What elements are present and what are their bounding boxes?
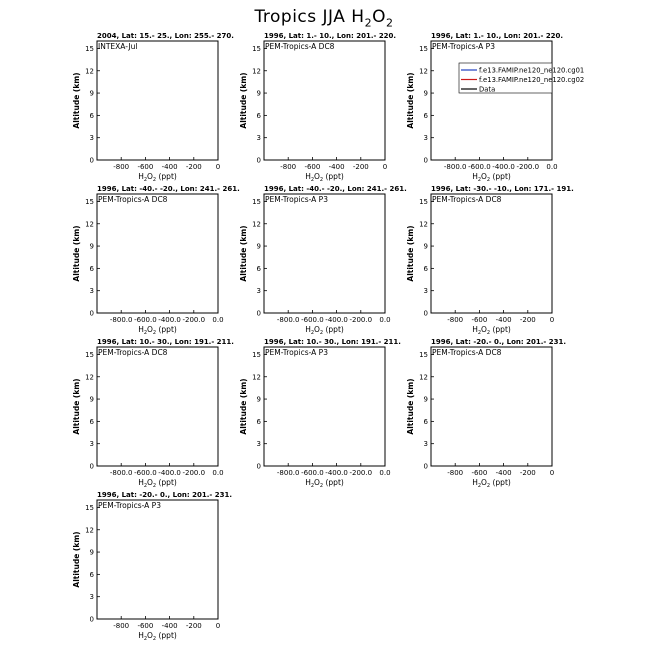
plot-frame xyxy=(431,347,552,466)
x-tick-label: -800 xyxy=(113,622,130,630)
x-tick-label: -200 xyxy=(519,316,536,324)
x-tick-label: -200 xyxy=(352,163,369,171)
x-tick-label: -800 xyxy=(447,316,464,324)
y-tick-label: 6 xyxy=(256,111,261,120)
subplot-title: 1996, Lat: -40.- -20., Lon: 241.- 261. xyxy=(264,185,407,193)
y-tick-label: 9 xyxy=(89,242,94,251)
y-tick-label: 0 xyxy=(256,309,261,318)
x-axis-label: $H_2O_2$ (ppt) xyxy=(138,478,177,489)
campaign-label: PEM-Tropics-A DC8 xyxy=(98,348,168,357)
y-tick-label: 3 xyxy=(89,593,94,602)
x-tick-label: -400 xyxy=(328,163,345,171)
subplot-title: 1996, Lat: 1.- 10., Lon: 201.- 220. xyxy=(431,32,564,40)
y-tick-label: 12 xyxy=(252,373,261,382)
y-tick-label: 6 xyxy=(89,570,94,579)
campaign-label: PEM-Tropics-A DC8 xyxy=(265,42,335,51)
y-tick-label: 9 xyxy=(89,548,94,557)
x-tick-label: -600 xyxy=(304,163,321,171)
campaign-label: PEM-Tropics-A DC8 xyxy=(432,348,502,357)
y-tick-label: 0 xyxy=(89,462,94,471)
x-tick-label: 0.0 xyxy=(379,469,391,477)
x-tick-label: -600.0 xyxy=(301,469,324,477)
y-axis-label: Altitude (km) xyxy=(406,378,415,435)
y-tick-label: 9 xyxy=(89,89,94,98)
x-tick-label: -800 xyxy=(113,163,130,171)
x-tick-label: -600 xyxy=(471,469,488,477)
campaign-label: PEM-Tropics-A P3 xyxy=(432,42,495,51)
x-tick-label: -600.0 xyxy=(134,316,157,324)
y-tick-label: 3 xyxy=(423,287,428,296)
plot-frame xyxy=(431,194,552,313)
x-tick-label: 0.0 xyxy=(546,163,558,171)
y-tick-label: 12 xyxy=(85,373,94,382)
x-tick-label: -400.0 xyxy=(325,316,348,324)
subplot-title: 1996, Lat: -30.- -10., Lon: 171.- 191. xyxy=(431,185,574,193)
figure-title-main: Tropics JJA H xyxy=(254,7,365,27)
plot-frame xyxy=(97,500,218,619)
legend-label-2: f.e13.FAMIP.ne120_ne120.cg02 xyxy=(479,76,585,84)
plot-frame xyxy=(97,41,218,160)
x-tick-label: -400.0 xyxy=(325,469,348,477)
x-tick-label: 0.0 xyxy=(212,316,224,324)
subplot-title: 2004, Lat: 15.- 25., Lon: 255.- 270. xyxy=(97,32,234,40)
subplot-1 xyxy=(72,32,234,183)
subplot-title: 1996, Lat: -40.- -20., Lon: 241.- 261. xyxy=(97,185,240,193)
x-tick-label: -800.0 xyxy=(109,316,133,324)
y-tick-label: 15 xyxy=(85,503,94,512)
y-tick-label: 3 xyxy=(89,134,94,143)
subplot-title: 1996, Lat: -20.- 0., Lon: 201.- 231. xyxy=(97,491,232,499)
y-tick-label: 9 xyxy=(256,89,261,98)
subplot-6 xyxy=(406,185,574,336)
x-tick-label: -400 xyxy=(495,469,512,477)
plot-frame xyxy=(264,347,385,466)
x-tick-label: 0 xyxy=(215,163,221,171)
x-tick-label: -200 xyxy=(519,469,536,477)
x-axis-label: $H_2O_2$ (ppt) xyxy=(138,172,177,183)
x-tick-label: -200.0 xyxy=(349,469,373,477)
subplot-3 xyxy=(406,32,584,183)
x-tick-label: -600 xyxy=(471,316,488,324)
y-tick-label: 6 xyxy=(256,264,261,273)
y-tick-label: 15 xyxy=(252,197,261,206)
y-tick-label: 15 xyxy=(419,44,428,53)
plot-frame xyxy=(431,41,552,160)
x-tick-label: -200 xyxy=(185,163,202,171)
y-tick-label: 6 xyxy=(89,111,94,120)
y-tick-label: 9 xyxy=(423,242,428,251)
y-tick-label: 9 xyxy=(89,395,94,404)
y-tick-label: 12 xyxy=(252,67,261,76)
x-tick-label: 0 xyxy=(382,163,388,171)
y-axis-label: Altitude (km) xyxy=(406,72,415,129)
y-tick-label: 9 xyxy=(423,89,428,98)
x-tick-label: -400 xyxy=(161,163,178,171)
y-axis-label: Altitude (km) xyxy=(239,72,248,129)
plot-frame xyxy=(264,41,385,160)
figure-title-sub2: 2 xyxy=(385,16,394,30)
y-tick-label: 0 xyxy=(89,309,94,318)
y-tick-label: 15 xyxy=(419,350,428,359)
y-tick-label: 0 xyxy=(256,156,261,165)
x-axis-label: $H_2O_2$ (ppt) xyxy=(305,172,344,183)
x-axis-label: $H_2O_2$ (ppt) xyxy=(472,172,511,183)
subplot-title: 1996, Lat: -20.- 0., Lon: 201.- 231. xyxy=(431,338,566,346)
y-tick-label: 6 xyxy=(423,264,428,273)
x-axis-label: $H_2O_2$ (ppt) xyxy=(305,478,344,489)
y-axis-label: Altitude (km) xyxy=(72,378,81,435)
subplot-7 xyxy=(72,338,234,489)
y-tick-label: 0 xyxy=(89,615,94,624)
legend xyxy=(459,63,584,94)
y-tick-label: 15 xyxy=(252,350,261,359)
y-tick-label: 15 xyxy=(85,350,94,359)
y-tick-label: 0 xyxy=(423,462,428,471)
y-tick-label: 3 xyxy=(256,287,261,296)
y-tick-label: 12 xyxy=(85,220,94,229)
y-axis-label: Altitude (km) xyxy=(72,531,81,588)
y-tick-label: 9 xyxy=(423,395,428,404)
x-tick-label: 0 xyxy=(549,469,555,477)
y-tick-label: 0 xyxy=(256,462,261,471)
y-axis-label: Altitude (km) xyxy=(72,225,81,282)
y-tick-label: 3 xyxy=(423,134,428,143)
x-axis-label: $H_2O_2$ (ppt) xyxy=(472,325,511,336)
y-tick-label: 0 xyxy=(89,156,94,165)
y-tick-label: 3 xyxy=(89,440,94,449)
y-axis-label: Altitude (km) xyxy=(406,225,415,282)
y-tick-label: 12 xyxy=(252,220,261,229)
x-tick-label: -800 xyxy=(280,163,297,171)
legend-label-1: f.e13.FAMIP.ne120_ne120.cg01 xyxy=(479,66,585,75)
x-tick-label: -400 xyxy=(495,316,512,324)
y-tick-label: 0 xyxy=(423,309,428,318)
y-tick-label: 15 xyxy=(419,197,428,206)
y-tick-label: 0 xyxy=(423,156,428,165)
campaign-label: PEM-Tropics-A P3 xyxy=(98,501,161,510)
campaign-label: INTEXA-Jul xyxy=(98,42,138,51)
campaign-label: PEM-Tropics-A DC8 xyxy=(432,195,502,204)
x-tick-label: -400 xyxy=(161,622,178,630)
subplot-5 xyxy=(239,185,407,336)
plot-frame xyxy=(97,194,218,313)
x-tick-label: -600.0 xyxy=(301,316,324,324)
y-axis-label: Altitude (km) xyxy=(72,72,81,129)
x-axis-label: $H_2O_2$ (ppt) xyxy=(472,478,511,489)
y-tick-label: 9 xyxy=(256,395,261,404)
subplot-title: 1996, Lat: 10.- 30., Lon: 191.- 211. xyxy=(97,338,234,346)
subplot-title: 1996, Lat: 10.- 30., Lon: 191.- 211. xyxy=(264,338,401,346)
y-tick-label: 12 xyxy=(419,220,428,229)
subplot-10 xyxy=(72,491,232,642)
x-tick-label: -800.0 xyxy=(109,469,133,477)
plot-frame xyxy=(97,347,218,466)
legend-label-3: Data xyxy=(479,85,496,94)
y-axis-label: Altitude (km) xyxy=(239,225,248,282)
subplot-9 xyxy=(406,338,566,489)
x-tick-label: -200.0 xyxy=(349,316,373,324)
campaign-label: PEM-Tropics-A DC8 xyxy=(98,195,168,204)
y-tick-label: 6 xyxy=(89,264,94,273)
y-tick-label: 3 xyxy=(89,287,94,296)
y-tick-label: 6 xyxy=(89,417,94,426)
x-tick-label: -400.0 xyxy=(158,469,181,477)
x-tick-label: -400.0 xyxy=(158,316,181,324)
y-tick-label: 3 xyxy=(256,440,261,449)
x-tick-label: -600.0 xyxy=(468,163,491,171)
x-tick-label: -200.0 xyxy=(182,316,206,324)
x-tick-label: 0.0 xyxy=(379,316,391,324)
plot-frame xyxy=(264,194,385,313)
x-tick-label: -600 xyxy=(137,163,154,171)
y-tick-label: 6 xyxy=(423,111,428,120)
y-tick-label: 12 xyxy=(419,67,428,76)
y-tick-label: 15 xyxy=(85,197,94,206)
y-tick-label: 12 xyxy=(419,373,428,382)
campaign-label: PEM-Tropics-A P3 xyxy=(265,195,328,204)
y-tick-label: 6 xyxy=(423,417,428,426)
subplot-2 xyxy=(239,32,396,183)
y-tick-label: 12 xyxy=(85,526,94,535)
x-tick-label: -800 xyxy=(447,469,464,477)
x-axis-label: $H_2O_2$ (ppt) xyxy=(138,325,177,336)
subplot-4 xyxy=(72,185,240,336)
y-axis-label: Altitude (km) xyxy=(239,378,248,435)
x-tick-label: -800.0 xyxy=(276,469,300,477)
x-tick-label: -200 xyxy=(185,622,202,630)
x-axis-label: $H_2O_2$ (ppt) xyxy=(305,325,344,336)
x-axis-label: $H_2O_2$ (ppt) xyxy=(138,631,177,642)
campaign-label: PEM-Tropics-A P3 xyxy=(265,348,328,357)
y-tick-label: 9 xyxy=(256,242,261,251)
y-tick-label: 15 xyxy=(85,44,94,53)
x-tick-label: -600.0 xyxy=(134,469,157,477)
y-tick-label: 15 xyxy=(252,44,261,53)
x-tick-label: 0 xyxy=(215,622,221,630)
x-tick-label: -400.0 xyxy=(492,163,515,171)
y-tick-label: 12 xyxy=(85,67,94,76)
subplot-title: 1996, Lat: 1.- 10., Lon: 201.- 220. xyxy=(264,32,397,40)
x-tick-label: 0.0 xyxy=(212,469,224,477)
x-tick-label: 0 xyxy=(549,316,555,324)
x-tick-label: -800.0 xyxy=(276,316,300,324)
x-tick-label: -200.0 xyxy=(182,469,206,477)
figure-title-tail: O xyxy=(372,7,386,27)
x-tick-label: -600 xyxy=(137,622,154,630)
y-tick-label: 3 xyxy=(256,134,261,143)
x-tick-label: -800.0 xyxy=(443,163,467,171)
y-tick-label: 6 xyxy=(256,417,261,426)
y-tick-label: 3 xyxy=(423,440,428,449)
subplot-8 xyxy=(239,338,401,489)
figure-title-sub: 2 xyxy=(364,16,373,30)
x-tick-label: -200.0 xyxy=(516,163,540,171)
